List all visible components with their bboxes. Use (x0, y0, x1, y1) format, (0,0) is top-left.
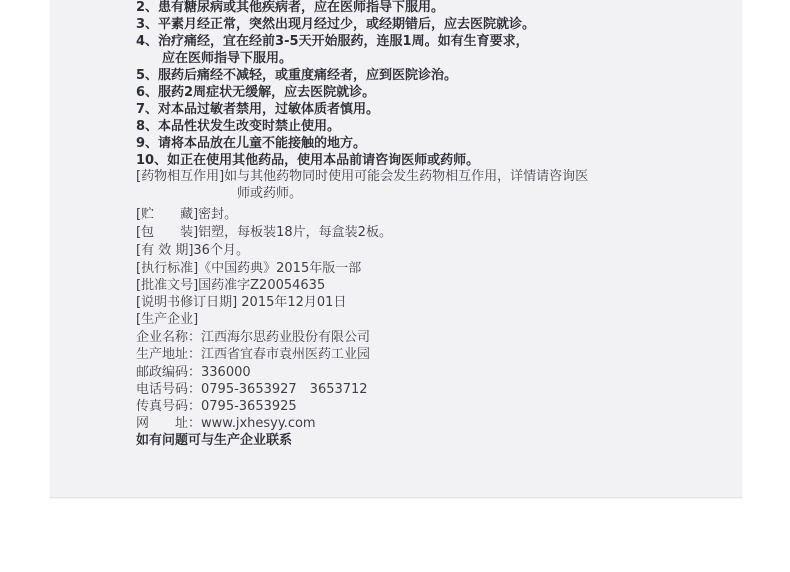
precaution-item-10: 10、如正在使用其他药品，使用本品前请咨询医师或药师。 (136, 153, 480, 168)
precaution-item-2: 2、患有糖尿病或其他疾病者，应在医师指导下服用。 (136, 0, 445, 15)
production-address: 生产地址：江西省宜春市袁州医药工业园 (136, 347, 371, 362)
fax-number: 传真号码：0795-3653925 (136, 399, 297, 414)
precaution-item-3: 3、平素月经正常，突然出现月经过少，或经期错后，应去医院就诊。 (136, 17, 536, 32)
validity-field: [有 效 期]36个月。 (136, 243, 249, 258)
standard-field: [执行标准]《中国药典》2015年版一部 (136, 261, 362, 276)
precaution-item-5: 5、服药后痛经不减轻，或重度痛经者，应到医院诊治。 (136, 68, 458, 83)
storage-field: [贮 藏]密封。 (136, 207, 238, 222)
drug-interactions: [药物相互作用]如与其他药物同时使用可能会发生药物相互作用，详情请咨询医 (136, 169, 589, 184)
precaution-item-7: 7、对本品过敏者禁用，过敏体质者慎用。 (136, 102, 380, 117)
postcode: 邮政编码：336000 (136, 365, 251, 380)
revision-date-field: [说明书修订日期] 2015年12月01日 (136, 295, 347, 310)
precaution-item-4: 4、治疗痛经，宜在经前3-5天开始服药，连服1周。如有生育要求， (136, 34, 529, 49)
precaution-item-8: 8、本品性状发生改变时禁止使用。 (136, 119, 341, 134)
manufacturer-heading: [生产企业] (136, 312, 199, 327)
contact-note: 如有问题可与生产企业联系 (136, 433, 293, 448)
leaflet-sheet (50, 0, 742, 498)
packaging-field: [包 装]铝塑，每板装18片，每盒装2板。 (136, 225, 392, 240)
precaution-item-4-continued: 应在医师指导下服用。 (162, 51, 293, 66)
phone-number: 电话号码：0795-3653927 3653712 (136, 382, 368, 397)
company-name: 企业名称：江西海尔思药业股份有限公司 (136, 330, 371, 345)
drug-interactions-continued: 师或药师。 (237, 186, 303, 201)
precaution-item-9: 9、请将本品放在儿童不能接触的地方。 (136, 136, 367, 151)
website: 网 址：www.jxhesyy.com (136, 416, 316, 431)
approval-number-field: [批准文号]国药准字Z20054635 (136, 278, 326, 293)
precaution-item-6: 6、服药2周症状无缓解，应去医院就诊。 (136, 85, 376, 100)
